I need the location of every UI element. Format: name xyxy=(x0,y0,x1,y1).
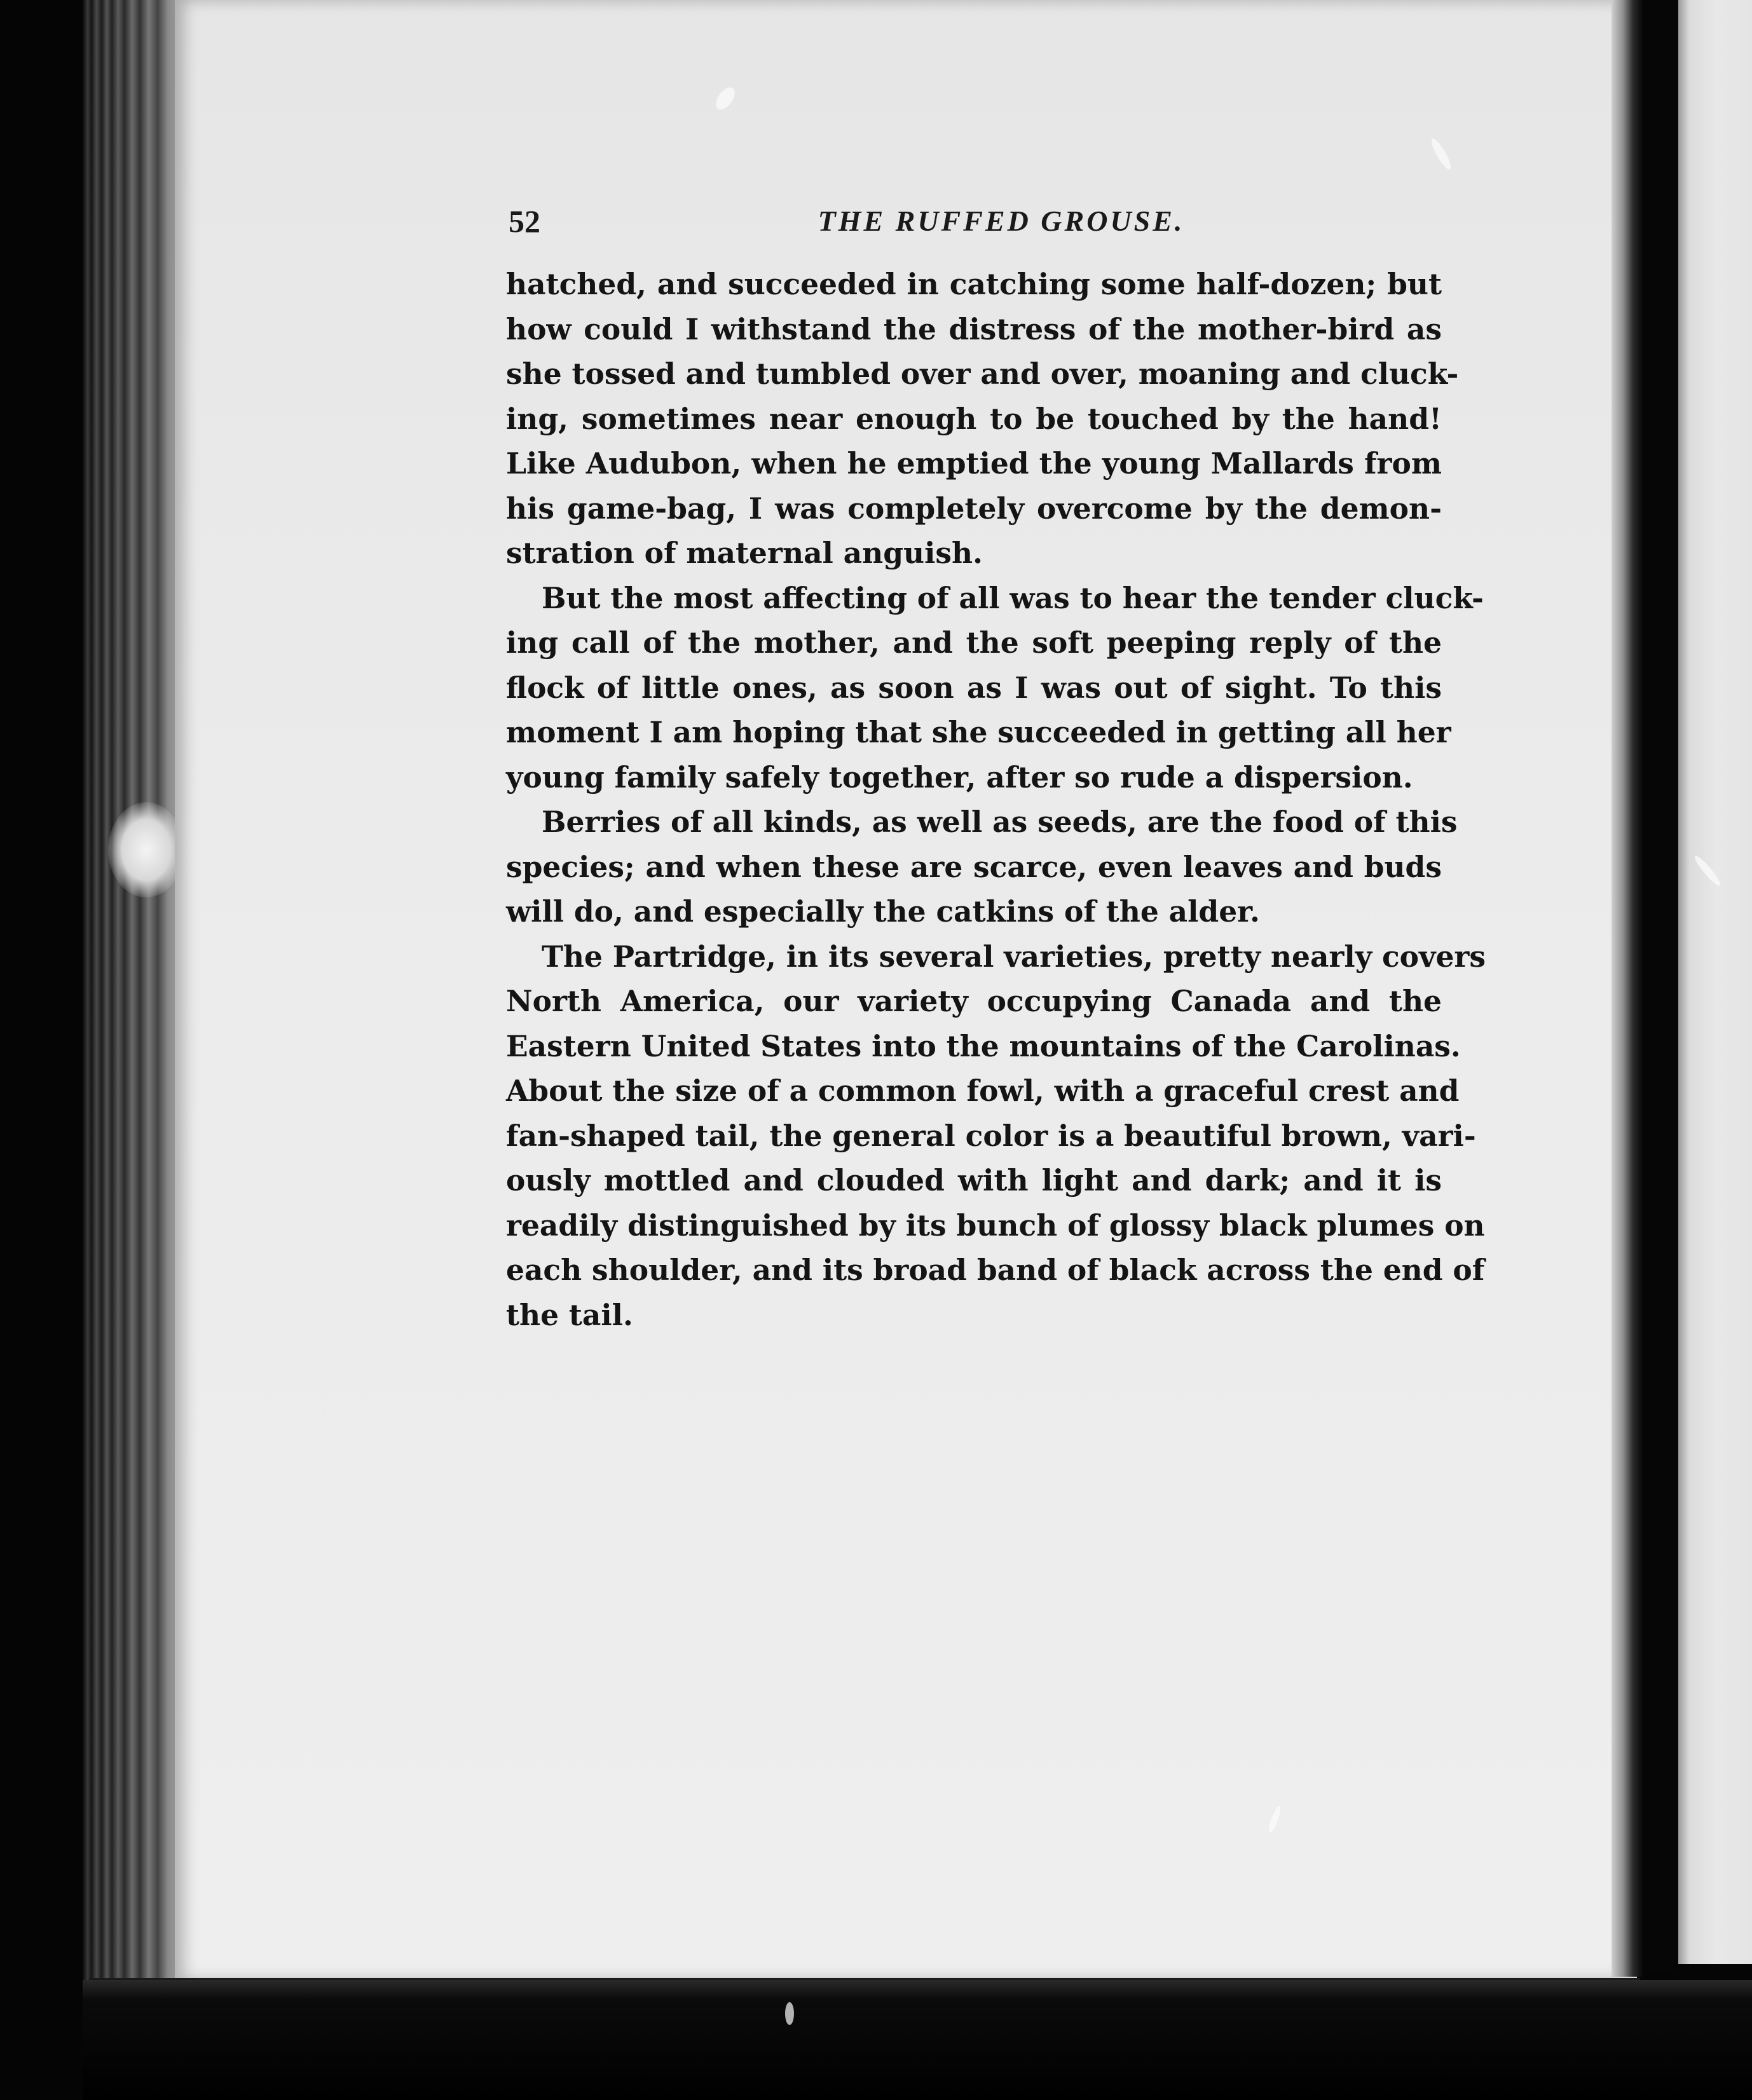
text-line: she tossed and tumbled over and over, moaning and cluck- xyxy=(506,357,1459,391)
page-gutter-shadow xyxy=(1612,0,1643,1977)
text-line: Like Audubon, when he emptied the young Mallards from xyxy=(506,446,1442,481)
paragraph xyxy=(506,800,1458,934)
text-line: moment I am hoping that she succeeded in getting all her xyxy=(506,715,1451,749)
running-title: THE RUFFED GROUSE. xyxy=(818,205,1185,237)
page-number: 52 xyxy=(509,203,540,239)
paragraph xyxy=(506,576,1484,800)
text-line: his game-bag, I was completely overcome by the demon- xyxy=(506,491,1442,526)
text-line: the tail. xyxy=(506,1297,633,1332)
scan-speck xyxy=(785,2002,794,2025)
text-line: stration of maternal anguish. xyxy=(506,536,983,570)
paragraph xyxy=(506,262,1459,576)
text-line: species; and when these are scarce, even leaves and buds xyxy=(506,849,1442,884)
book-spine xyxy=(1643,0,1678,1974)
text-line: ously mottled and clouded with light and dark; and it is xyxy=(506,1163,1442,1197)
running-head xyxy=(509,202,1443,240)
body-text xyxy=(506,262,1486,1337)
text-line: ing, sometimes near enough to be touched by the hand! xyxy=(506,401,1442,436)
text-line: North America, our variety occupying Canada and the xyxy=(506,984,1442,1018)
text-line: hatched, and succeeded in catching some half-dozen; but xyxy=(506,267,1442,301)
text-line: flock of little ones, as soon as I was out of sight. To this xyxy=(506,670,1442,705)
text-line: The Partridge, in its several varieties, pretty nearly covers xyxy=(542,939,1486,974)
facing-page-edge xyxy=(1678,0,1752,1964)
paper-blemish xyxy=(108,802,184,897)
scan-bottom-border xyxy=(83,1980,1752,2100)
text-line: Eastern United States into the mountains of the Carolinas. xyxy=(506,1028,1461,1063)
text-line: But the most affecting of all was to hear the tender cluck- xyxy=(542,580,1484,615)
text-line: each shoulder, and its broad band of black across the end of xyxy=(506,1253,1485,1287)
paragraph xyxy=(506,934,1486,1338)
text-line: ing call of the mother, and the soft peeping reply of the xyxy=(506,625,1442,660)
text-line: Berries of all kinds, as well as seeds, are the food of this xyxy=(542,805,1458,839)
text-line: About the size of a common fowl, with a graceful crest and xyxy=(506,1074,1460,1108)
stacked-page-edges xyxy=(83,0,178,1996)
text-line: how could I withstand the distress of the mother-bird as xyxy=(506,311,1442,346)
text-line: young family safely together, after so rude a dispersion. xyxy=(506,760,1413,794)
text-line: fan-shaped tail, the general color is a beautiful brown, vari- xyxy=(506,1118,1476,1153)
text-line: will do, and especially the catkins of the alder. xyxy=(506,894,1260,929)
text-line: readily distinguished by its bunch of glossy black plumes on xyxy=(506,1208,1485,1243)
